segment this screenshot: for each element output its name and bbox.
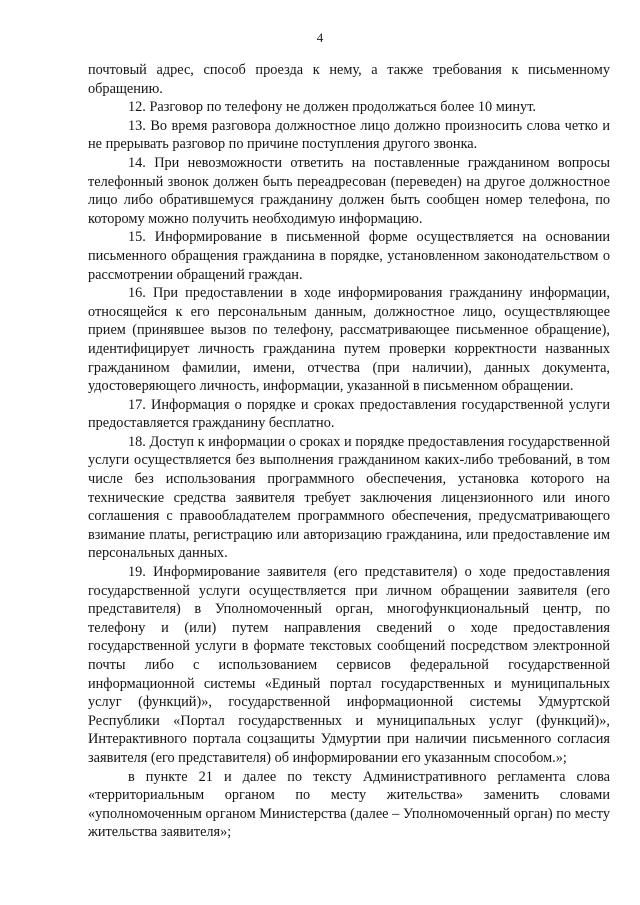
- paragraph-item-18: 18. Доступ к информации о сроках и порядке предоставления государственной услуги осуществляется без выполнения гражданином каких-либо требований, в том числе без использования программного обеспечения, установка которого на технические средства заявителя требует заключения лицензионного или иного соглашения с правообладателем программного обеспечения, предусматривающего взимание платы, регистрацию или авторизацию гражданина, или предоставление им персональных данных.: [88, 433, 610, 562]
- paragraph-item-15: 15. Информирование в письменной форме осуществляется на основании письменного обращения гражданина в порядке, установленном законодательством о рассмотрении обращений граждан.: [88, 229, 610, 283]
- paragraph-item-19: 19. Информирование заявителя (его представителя) о ходе предоставления государственной услуги осуществляется при личном обращении заявителя (его представителя) в Уполномоченный орган, многофункциональный центр, по телефону и (или) путем направления сведений о ходе предоставления государственной услуги в формате текстовых сообщений посредством электронной почты либо с использованием сервисов федеральной государственной информационной системы «Единый портал государственных и муниципальных услуг (функций)», государственной информационной системы Удмуртской Республики «Портал государственных и муниципальных услуг (функций)», Интерактивного портала соцзащиты Удмуртии при наличии письменного согласия заявителя (его представителя) об информировании его указанным способом.»;: [88, 564, 610, 766]
- paragraph-continuation: почтовый адрес, способ проезда к нему, а также требования к письменному обращению.: [88, 62, 610, 97]
- page-number: 4: [316, 30, 324, 45]
- paragraph-item-14: 14. При невозможности ответить на поставленные гражданином вопросы телефонный звонок должен быть переадресован (переведен) на другое должностное лицо либо обратившемуся гражданину должен быть сообщен номер телефона, по которому можно получить необходимую информацию.: [88, 154, 610, 227]
- document-body: [88, 61, 610, 842]
- paragraph-item-12: 12. Разговор по телефону не должен продолжаться более 10 минут.: [128, 99, 536, 116]
- paragraph-amendment-clause-21: в пункте 21 и далее по тексту Административного регламента слова «территориальным органом по месту жительства» заменить словами «уполномоченным органом Министерства (далее – Уполномоченный орган) по месту жительства заявителя»;: [88, 768, 610, 841]
- paragraph-item-13: 13. Во время разговора должностное лицо должно произносить слова четко и не прерывать разговор по причине поступления другого звонка.: [88, 117, 610, 153]
- paragraph-item-16: 16. При предоставлении в ходе информирования гражданину информации, относящейся к его персональным данным, должностное лицо, осуществляющее прием (принявшее вызов по телефону, рассматривающее письменное обращение), идентифицирует личность гражданина путем проверки корректности названных гражданином фамилии, имени, отчества (при наличии), данных документа, удостоверяющего личность, информации, указанной в письменном обращении.: [88, 285, 610, 395]
- paragraph-item-17: 17. Информация о порядке и сроках предоставления государственной услуги предоставляется гражданину бесплатно.: [88, 396, 610, 432]
